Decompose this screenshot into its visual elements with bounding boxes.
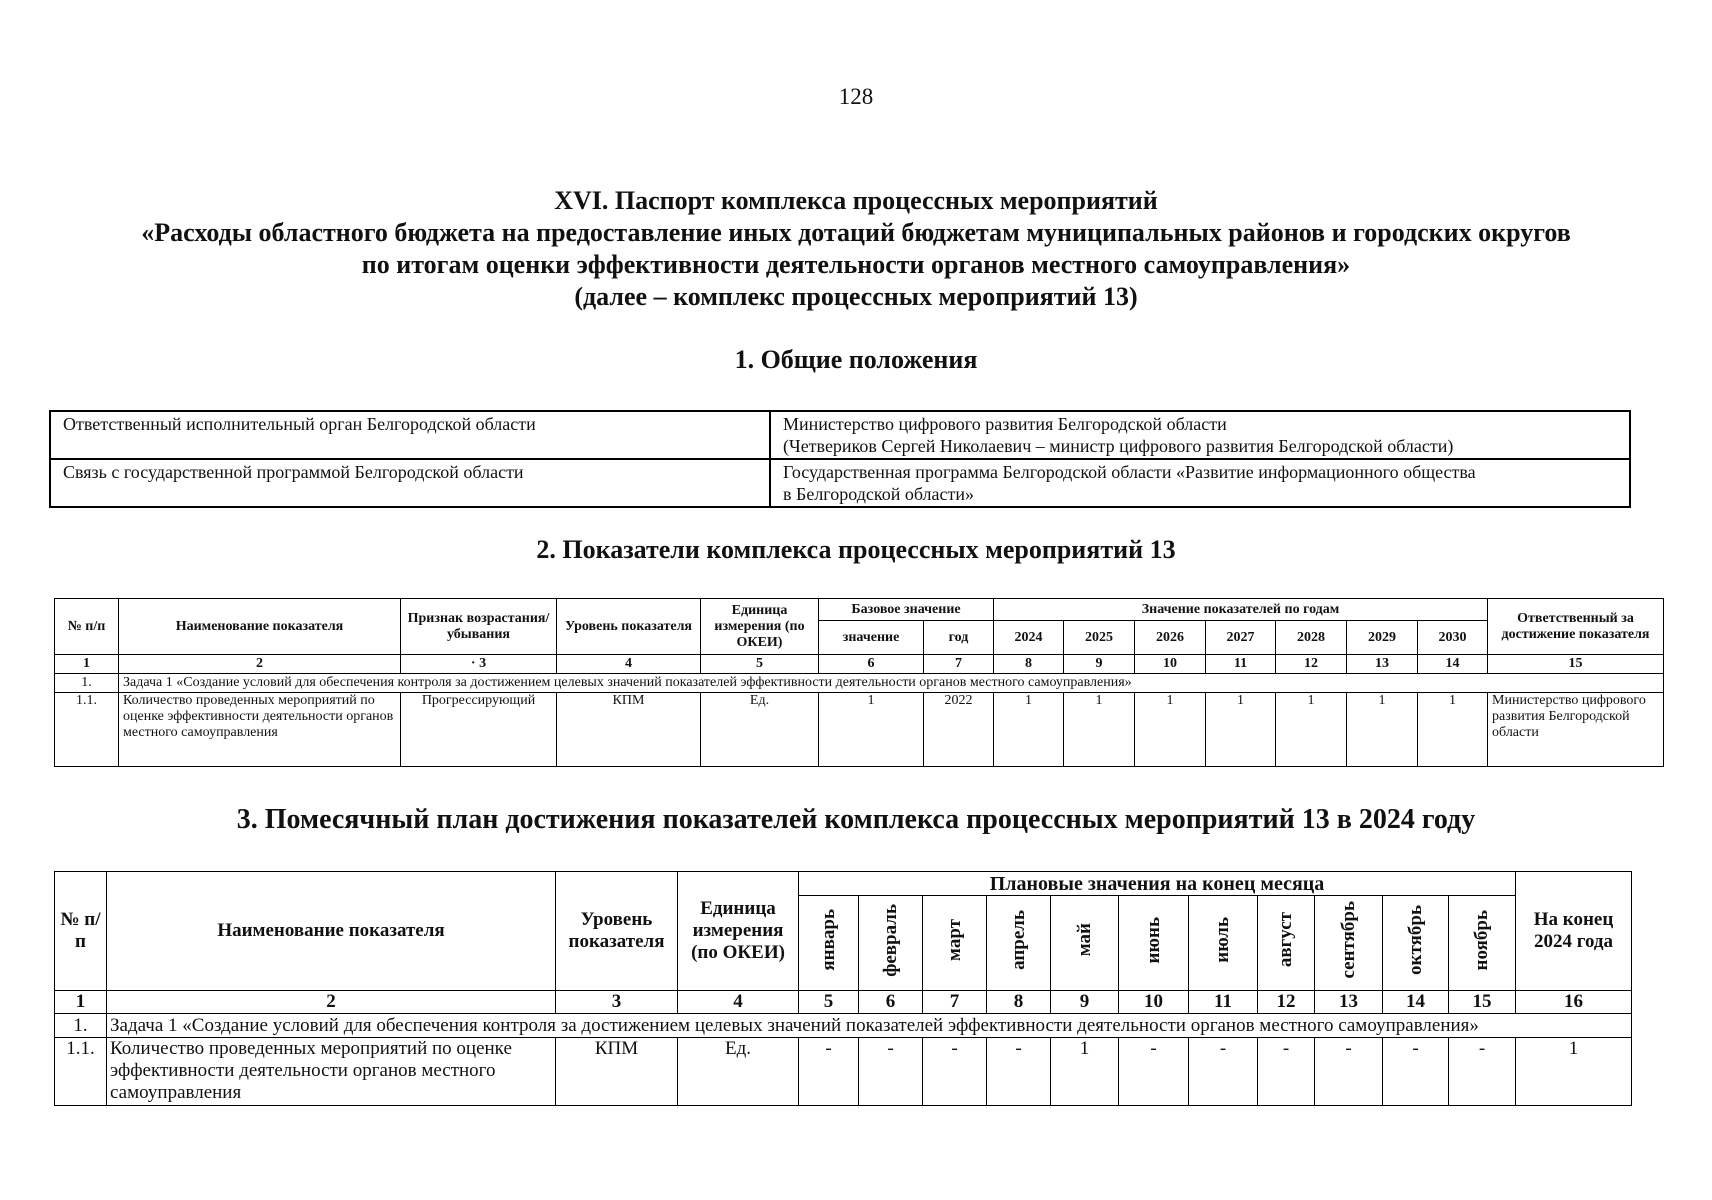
- general-provisions-table: [49, 410, 1631, 508]
- month-label: июнь: [1142, 916, 1164, 964]
- month-header: [799, 896, 859, 991]
- base-year: 2022: [924, 693, 994, 767]
- column-number: 4: [678, 991, 799, 1014]
- column-number: 14: [1383, 991, 1449, 1014]
- section1-heading: 1. Общие положения: [734, 345, 978, 374]
- month-label: февраль: [879, 903, 901, 977]
- column-number: 10: [1135, 655, 1206, 674]
- indicator-unit: Ед.: [701, 693, 819, 767]
- column-number: 2: [107, 991, 556, 1014]
- column-number-row: [55, 655, 1664, 674]
- col-header-year: 2029: [1347, 621, 1418, 655]
- column-number: 6: [859, 991, 923, 1014]
- col-header-year: 2026: [1135, 621, 1206, 655]
- row-value-line: Государственная программа Белгородской области «Развитие информационного общества: [783, 462, 1476, 482]
- row-num: 1.1.: [55, 693, 119, 767]
- month-value: -: [859, 1038, 923, 1106]
- col-header-base-year: год: [924, 621, 994, 655]
- page-number: 128: [838, 84, 874, 109]
- indicator-level: КПМ: [556, 1038, 678, 1106]
- base-value: 1: [819, 693, 924, 767]
- task-num: 1.: [55, 1014, 107, 1038]
- column-number: 3: [556, 991, 678, 1014]
- column-number: 1: [55, 991, 107, 1014]
- col-header-year: 2025: [1064, 621, 1135, 655]
- month-label: январь: [817, 909, 839, 971]
- column-number: 6: [819, 655, 924, 674]
- month-header: [1119, 896, 1189, 991]
- year-value: 1: [1064, 693, 1135, 767]
- column-number: 12: [1276, 655, 1347, 674]
- indicator-sign: Прогрессирующий: [401, 693, 557, 767]
- col-header-level: Уровень показателя: [556, 872, 678, 991]
- month-label: март: [943, 919, 965, 961]
- col-header-name: Наименование показателя: [107, 872, 556, 991]
- col-header-year: 2027: [1206, 621, 1276, 655]
- column-number: 16: [1516, 991, 1632, 1014]
- column-number: 5: [701, 655, 819, 674]
- col-header-base: Базовое значение: [819, 599, 994, 621]
- year-value: 1: [1276, 693, 1347, 767]
- row-label: Связь с государственной программой Белгородской области: [50, 459, 770, 507]
- month-value: -: [1315, 1038, 1383, 1106]
- column-number: 4: [557, 655, 701, 674]
- indicator-unit: Ед.: [678, 1038, 799, 1106]
- col-header-num: № п/п: [55, 872, 107, 991]
- year-value: 1: [1206, 693, 1276, 767]
- month-value: 1: [1051, 1038, 1119, 1106]
- table-row: [55, 1038, 1632, 1106]
- col-header-year: 2030: [1418, 621, 1488, 655]
- title-line-3: по итогам оценки эффективности деятельности органов местного самоуправления»: [361, 250, 1351, 279]
- row-value-line: в Белгородской области»: [783, 484, 975, 504]
- col-header-responsible: Ответственный за достижение показателя: [1488, 599, 1664, 655]
- column-number: 7: [923, 991, 987, 1014]
- row-label: Ответственный исполнительный орган Белгородской области: [50, 411, 770, 459]
- month-header: [987, 896, 1051, 991]
- column-number: 15: [1449, 991, 1516, 1014]
- column-number: 9: [1064, 655, 1135, 674]
- column-number: 9: [1051, 991, 1119, 1014]
- section2-heading: 2. Показатели комплекса процессных мероприятий 13: [536, 535, 1176, 564]
- year-value: 1: [1418, 693, 1488, 767]
- column-number: 12: [1258, 991, 1315, 1014]
- column-number: 5: [799, 991, 859, 1014]
- row-value: [770, 411, 1630, 459]
- col-header-base-value: значение: [819, 621, 924, 655]
- month-header: [1315, 896, 1383, 991]
- month-header: [1258, 896, 1315, 991]
- month-label: август: [1275, 912, 1296, 968]
- table-row: [55, 693, 1664, 767]
- column-number: 2: [119, 655, 401, 674]
- task-row: [55, 1014, 1632, 1038]
- title-line-1: XVI. Паспорт комплекса процессных мероприятий: [554, 186, 1158, 215]
- year-value: 1: [1135, 693, 1206, 767]
- column-number: 8: [994, 655, 1064, 674]
- row-num: 1.1.: [55, 1038, 107, 1106]
- table-row: [50, 411, 1630, 459]
- month-label: май: [1073, 923, 1095, 957]
- column-number: 8: [987, 991, 1051, 1014]
- month-header: [859, 896, 923, 991]
- month-header: [1189, 896, 1258, 991]
- row-value-line: Министерство цифрового развития Белгородской области: [783, 414, 1227, 434]
- indicator-name: Количество проведенных мероприятий по оценке эффективности деятельности органов местного самоуправления: [119, 693, 401, 767]
- col-header-num: № п/п: [55, 599, 119, 655]
- task-num: 1.: [55, 674, 119, 693]
- column-number: 10: [1119, 991, 1189, 1014]
- col-header-end: На конец 2024 года: [1516, 872, 1632, 991]
- task-row: [55, 674, 1664, 693]
- month-value: -: [1383, 1038, 1449, 1106]
- col-header-name: Наименование показателя: [119, 599, 401, 655]
- month-value: -: [923, 1038, 987, 1106]
- col-header-by-years: Значение показателей по годам: [994, 599, 1488, 621]
- title-line-4: (далее – комплекс процессных мероприятий 13): [574, 282, 1138, 311]
- responsible: Министерство цифрового развития Белгородской области: [1488, 693, 1664, 767]
- task-text: Задача 1 «Создание условий для обеспечения контроля за достижением целевых значений показателей эффективности деятельности органов местного самоуправления»: [107, 1014, 1632, 1038]
- month-value: -: [1449, 1038, 1516, 1106]
- title-line-2: «Расходы областного бюджета на предоставление иных дотаций бюджетам муниципальных районов и городских округов: [141, 218, 1571, 247]
- month-value: -: [1119, 1038, 1189, 1106]
- document-title: [40, 185, 1672, 313]
- indicator-level: КПМ: [557, 693, 701, 767]
- year-value: 1: [1347, 693, 1418, 767]
- section3-heading: 3. Помесячный план достижения показателей комплекса процессных мероприятий 13 в 2024 году: [236, 804, 1476, 835]
- column-number: · 3: [401, 655, 557, 674]
- column-number-row: [55, 991, 1632, 1014]
- month-value: -: [1189, 1038, 1258, 1106]
- column-number: 1: [55, 655, 119, 674]
- month-value: -: [987, 1038, 1051, 1106]
- col-header-year: 2028: [1276, 621, 1347, 655]
- monthly-plan-table: [54, 871, 1632, 1106]
- indicator-name: Количество проведенных мероприятий по оценке эффективности деятельности органов местного самоуправления: [107, 1038, 556, 1106]
- month-header: [1449, 896, 1516, 991]
- row-value: [770, 459, 1630, 507]
- month-label: апрель: [1007, 910, 1029, 970]
- month-header: [1051, 896, 1119, 991]
- column-number: 7: [924, 655, 994, 674]
- column-number: 13: [1315, 991, 1383, 1014]
- task-text: Задача 1 «Создание условий для обеспечения контроля за достижением целевых значений показателей эффективности деятельности органов местного самоуправления»: [119, 674, 1664, 693]
- end-of-year-value: 1: [1516, 1038, 1632, 1106]
- column-number: 14: [1418, 655, 1488, 674]
- indicators-table: [54, 598, 1664, 767]
- column-number: 15: [1488, 655, 1664, 674]
- month-label: октябрь: [1404, 905, 1426, 975]
- month-header: [923, 896, 987, 991]
- month-label: сентябрь: [1337, 901, 1359, 979]
- month-label: ноябрь: [1471, 909, 1493, 971]
- col-header-year: 2024: [994, 621, 1064, 655]
- month-header: [1383, 896, 1449, 991]
- col-header-unit: Единица измерения (по ОКЕИ): [701, 599, 819, 655]
- col-header-level: Уровень показателя: [557, 599, 701, 655]
- column-number: 11: [1189, 991, 1258, 1014]
- column-number: 11: [1206, 655, 1276, 674]
- column-number: 13: [1347, 655, 1418, 674]
- table-row: [50, 459, 1630, 507]
- col-header-plan: Плановые значения на конец месяца: [799, 872, 1516, 896]
- year-value: 1: [994, 693, 1064, 767]
- col-header-unit: Единица измерения (по ОКЕИ): [678, 872, 799, 991]
- col-header-sign: Признак возрастания/ убывания: [401, 599, 557, 655]
- row-value-line: (Четвериков Сергей Николаевич – министр цифрового развития Белгородской области): [783, 436, 1454, 456]
- month-value: -: [799, 1038, 859, 1106]
- month-value: -: [1258, 1038, 1315, 1106]
- month-label: июль: [1212, 917, 1233, 963]
